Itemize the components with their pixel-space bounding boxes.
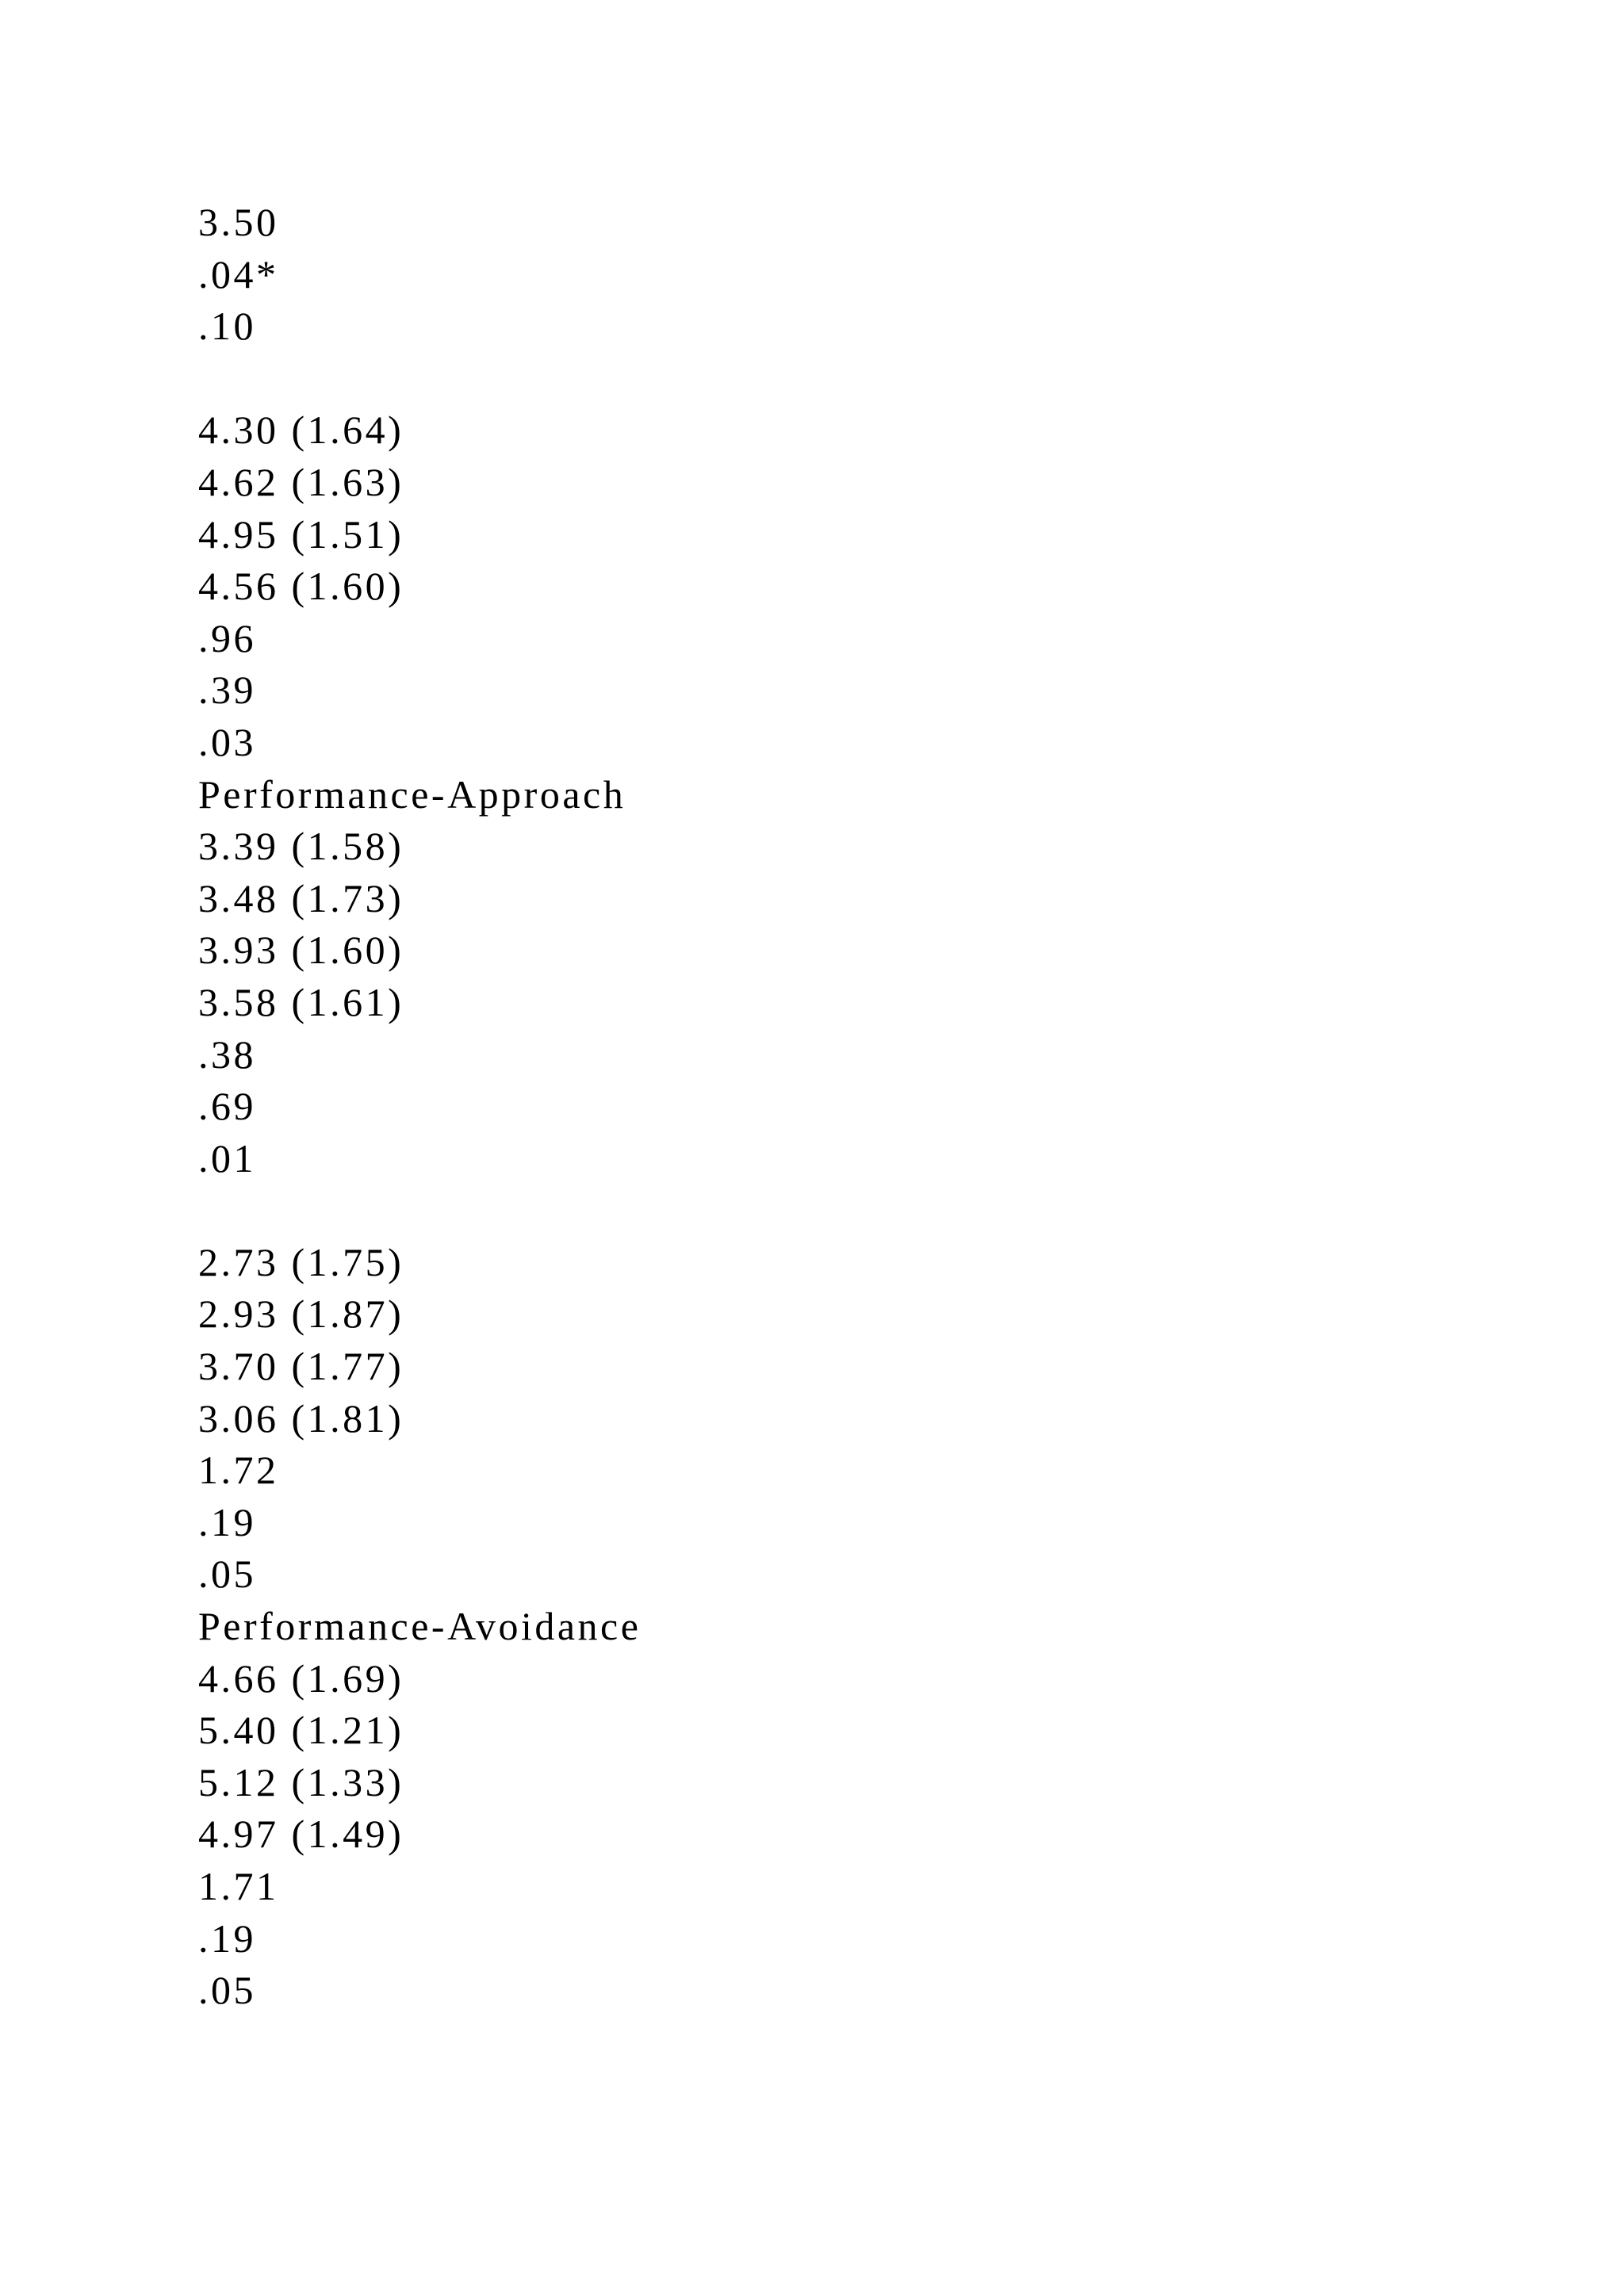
text-line: 3.70 (1.77) — [198, 1344, 404, 1389]
text-line: 4.95 (1.51) — [198, 511, 404, 557]
blank-line — [198, 1184, 1546, 1237]
text-line: .69 — [198, 1084, 256, 1129]
text-line: 4.62 (1.63) — [198, 459, 404, 504]
text-line: 5.12 (1.33) — [198, 1759, 404, 1804]
text-line: .05 — [198, 1552, 256, 1597]
text-line: 2.73 (1.75) — [198, 1239, 404, 1284]
text-line: .04* — [198, 251, 279, 297]
text-line: .10 — [198, 304, 256, 349]
text-line: 3.48 (1.73) — [198, 875, 404, 920]
text-line: 4.66 (1.69) — [198, 1655, 404, 1701]
text-line: 3.93 (1.60) — [198, 928, 404, 973]
text-line: 4.97 (1.49) — [198, 1812, 404, 1857]
text-line: .39 — [198, 668, 256, 713]
section-heading: Performance-Avoidance — [198, 1604, 642, 1649]
text-line: 4.56 (1.60) — [198, 564, 404, 609]
text-line: .01 — [198, 1135, 256, 1181]
text-line: 3.06 (1.81) — [198, 1395, 404, 1441]
text-line: .38 — [198, 1031, 256, 1077]
text-line: 1.71 — [198, 1864, 279, 1908]
text-line: 4.30 (1.64) — [198, 408, 404, 453]
blank-line — [198, 353, 1546, 405]
text-line: .96 — [198, 615, 256, 660]
text-line: 3.50 — [198, 200, 279, 244]
text-line: .19 — [198, 1499, 256, 1544]
text-line: 2.93 (1.87) — [198, 1292, 404, 1337]
text-line: 3.39 (1.58) — [198, 824, 404, 869]
text-line: 1.72 — [198, 1448, 279, 1493]
document-text — [198, 197, 1546, 2017]
text-line: .03 — [198, 719, 256, 764]
text-line: .05 — [198, 1968, 256, 2013]
text-line: 5.40 (1.21) — [198, 1708, 404, 1753]
text-line: 3.58 (1.61) — [198, 979, 404, 1024]
section-heading: Performance-Approach — [198, 771, 626, 817]
text-line: .19 — [198, 1915, 256, 1961]
